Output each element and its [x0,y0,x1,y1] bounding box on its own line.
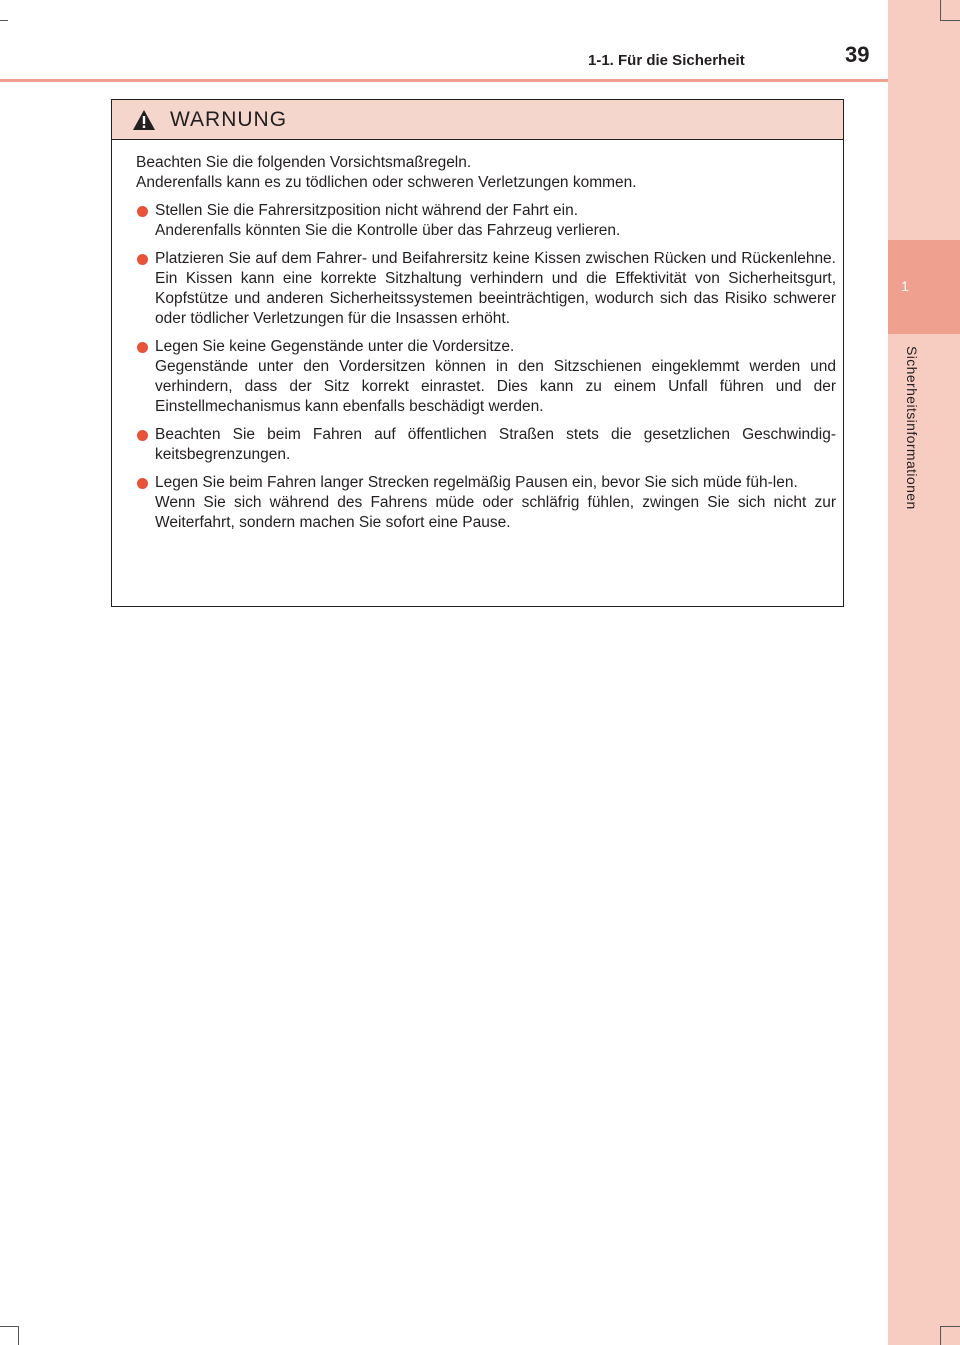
crop-mark [0,20,8,21]
list-item [136,249,836,329]
item-text: Wenn Sie sich während des Fahrens müde oder schläfrig fühlen, zwingen Sie sich nicht zur Weiterfahrt, sondern machen Sie sofort eine Pause. [155,494,836,531]
chapter-sidebar [888,0,960,1345]
warning-list [136,201,836,533]
item-text: Legen Sie beim Fahren langer Strecken regelmäßig Pausen ein, bevor Sie sich müde füh-len. [155,474,798,491]
list-item [136,201,836,241]
crop-mark [940,20,960,21]
item-text: Anderenfalls könnten Sie die Kontrolle über das Fahrzeug verlieren. [155,222,621,239]
section-title: 1-1. Für die Sicherheit [588,52,745,69]
chapter-number: 1 [901,278,909,294]
crop-mark [940,1326,941,1345]
list-item [136,473,836,533]
chapter-title: Sicherheitsinformationen [904,346,920,510]
warning-intro [136,153,836,193]
item-text: Legen Sie keine Gegenstände unter die Vordersitze. [155,338,515,355]
item-text: Stellen Sie die Fahrersitzposition nicht während der Fahrt ein. [155,202,579,219]
item-text: Gegenstände unter den Vordersitzen können in den Sitzschienen eingeklemmt werden und verhindern, dass der Sitz korrekt einrastet. Dies kann zu einem Unfall führen und der Einstellmechanismus kann ebenfalls beschädigt werden. [155,358,836,415]
crop-mark [940,1326,960,1327]
warning-header [112,100,843,140]
intro-line: Anderenfalls kann es zu tödlichen oder schweren Verletzungen kommen. [136,174,637,191]
header-rule [0,79,888,82]
list-item [136,337,836,417]
item-text: Beachten Sie beim Fahren auf öffentlichen Straßen stets die gesetzlichen Geschwindig-keitsbegrenzungen. [155,426,836,463]
item-text: Platzieren Sie auf dem Fahrer- und Beifahrersitz keine Kissen zwischen Rücken und Rückenlehne. Ein Kissen kann eine korrekte Sitzhaltung verhindern und die Effektivität von Sicherheitsgurt, Kopfstütze und anderen Sicherheitssystemen beeinträchtigen, wodurch sich das Risiko schwerer oder tödlicher Verletzungen für die Insassen erhöht. [155,250,836,327]
warning-body [112,140,843,533]
bullet-icon [137,430,148,441]
crop-mark [0,1326,18,1327]
intro-line: Beachten Sie die folgenden Vorsichtsmaßregeln. [136,154,472,171]
bullet-icon [137,254,148,265]
list-item [136,425,836,465]
warning-box [111,99,844,607]
warning-title: WARNUNG [170,108,288,131]
bullet-icon [137,206,148,217]
bullet-icon [137,478,148,489]
crop-mark [18,1326,19,1345]
warning-triangle-icon [132,109,156,131]
page-number: 39 [845,42,870,67]
bullet-icon [137,342,148,353]
crop-mark [940,0,941,20]
